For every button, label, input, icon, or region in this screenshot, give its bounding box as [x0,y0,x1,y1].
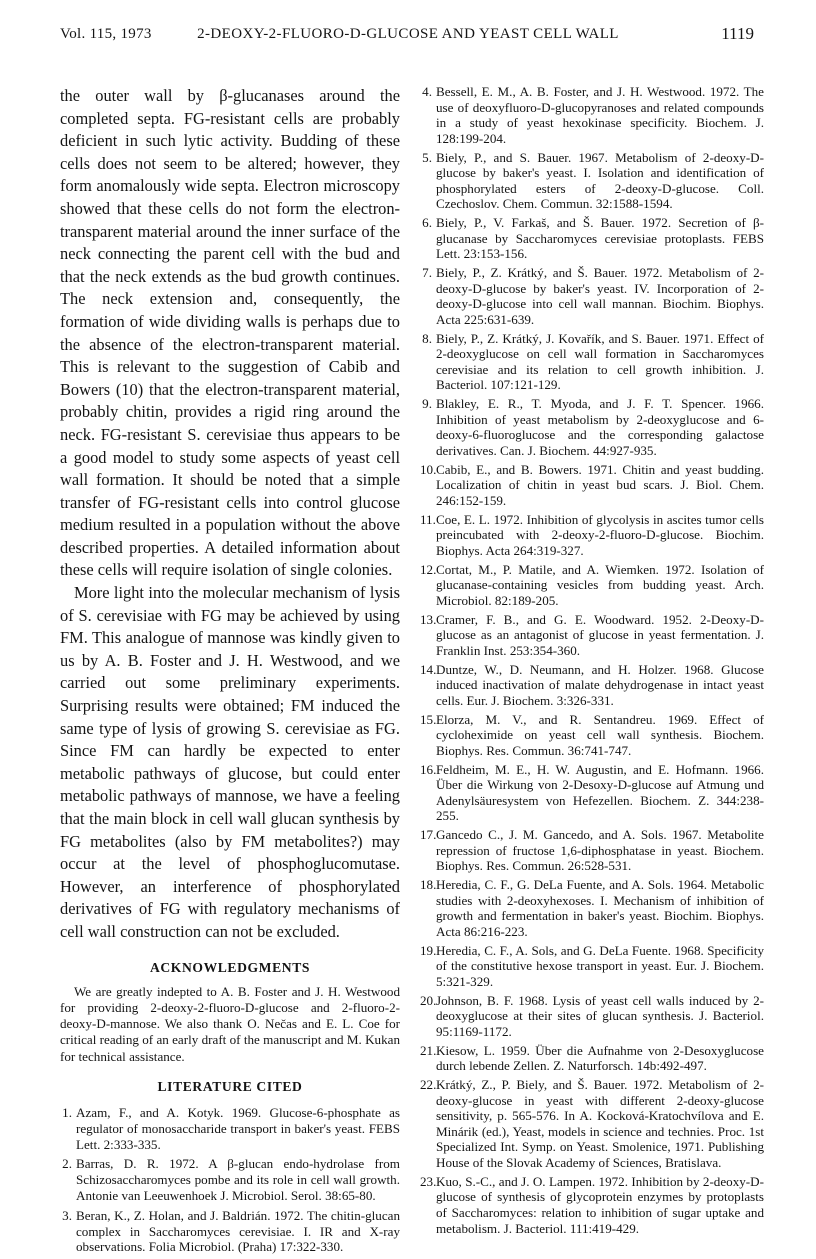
reference-item [420,612,764,659]
reference-item [60,1208,400,1255]
reference-text: Krátký, Z., P. Biely, and Š. Bauer. 1972. Metabolism of 2-deoxy-glucose in yeast with different 2-deoxy-glucose sensitivity, p. 565-576. In A. Kocková-Kratochvílova and E. Minárik (ed.), Yeast, models in science and technies. Proc. 1st Specialized Int. Symp. on Yeast. Smolenice, 1971. Publishing House of the Slovak Academy of Sciences, Bratislava. [436,1077,764,1170]
reference-number: 2. [62,1156,72,1172]
reference-number: 22. [420,1077,437,1092]
page-number: 1119 [721,24,754,43]
reference-item [420,877,764,939]
reference-number: 4. [422,84,432,99]
reference-list-right [420,84,764,1236]
reference-number: 11. [420,511,436,527]
reference-text: Biely, P., Z. Krátký, J. Kovařík, and S. Bauer. 1971. Effect of 2-deoxyglucose on cell wall formation in Saccharomyces cerevisiae and its relation to cell growth inhibition. J. Bacteriol. 107:121-129. [436,330,764,393]
reference-text: Azam, F., and A. Kotyk. 1969. Glucose-6-phosphate as regulator of monosaccharide transport in baker's yeast. FEBS Lett. 2:333-335. [76,1105,400,1152]
reference-item [420,1077,764,1171]
reference-number: 14. [420,661,437,677]
reference-item [420,84,764,146]
reference-text: Heredia, C. F., A. Sols, and G. DeLa Fuente. 1968. Specificity of the constitutive hexose transport in yeast. Eur. J. Biochem. 5:321-329. [436,942,764,989]
reference-number: 15. [420,711,437,727]
reference-number: 1. [62,1105,72,1121]
reference-text: Heredia, C. F., G. DeLa Fuente, and A. Sols. 1964. Metabolic studies with 2-deoxyhexoses. I. Mechanism of inhibition of growth and fermentation in baker's yeast. Biochim. Biophys. Acta 86:216-223. [436,877,764,939]
reference-text: Kuo, S.-C., and J. O. Lampen. 1972. Inhibition by 2-deoxy-D-glucose of synthesis of glycoprotein enzymes by protoplasts of Saccharomyces: relation to inhibition of sugar uptake and metabolism. J. Bacteriol. 111:419-429. [436,1173,764,1236]
literature-cited-heading: LITERATURE CITED [157,1079,303,1095]
reference-text: Cortat, M., P. Matile, and A. Wiemken. 1972. Isolation of glucanase-containing vesicles from budding yeast. Arch. Microbiol. 82:189-205. [436,561,764,608]
reference-item [420,396,764,458]
reference-text: Bessell, E. M., A. B. Foster, and J. H. Westwood. 1972. The use of deoxyfluoro-D-glucopyranoses and related compounds in a study of yeast hexokinase specificity. Biochem. J. 128:199-204. [436,84,764,146]
reference-number: 23. [420,1173,437,1189]
body-paragraph-2: More light into the molecular mechanism of lysis of S. cerevisiae with FG may be achieved by using FM. This analogue of mannose was kindly given to us by A. B. Foster and J. H. Westwood, and we carried out some preliminary experiments. Surprising results were obtained; FM induced the same type of lysis of growing S. cerevisiae as FG. Since FM can hardly be expected to enter metabolic pathways of glucose, but could enter metabolic pathways of mannose, we have a feeling that the main block in cell wall glucan synthesis by FG metabolites (also by FM metabolites?) may occur at the level of phosphoglucomutase. However, an interference of phosphorylated derivatives of FG with regulatory mechanisms of cell wall construction can not be excluded. [60,583,400,941]
reference-text: Biely, P., and S. Bauer. 1967. Metabolism of 2-deoxy-D-glucose by baker's yeast. I. Isolation and identification of phosphorylated esters of 2-deoxy-D-glucose. Coll. Czechoslov. Chem. Commun. 32:1588-1594. [436,149,764,212]
reference-item [60,1156,400,1203]
reference-text: Beran, K., Z. Holan, and J. Baldrián. 1972. The chitin-glucan complex in Saccharomyces cerevisiae. I. IR and X-ray observations. Folia Microbiol. (Praha) 17:322-330. [76,1207,400,1255]
reference-item [420,462,764,509]
reference-item [420,712,764,759]
reference-item [420,993,764,1040]
reference-number: 20. [420,992,437,1008]
reference-number: 17. [420,827,437,843]
reference-number: 10. [420,461,437,477]
volume-label: Vol. 115, 1973 [60,26,152,42]
reference-number: 9. [422,396,432,412]
reference-item [420,512,764,559]
right-column [420,84,764,1239]
running-header [0,0,816,60]
reference-item [420,662,764,709]
reference-item [420,827,764,874]
reference-item [420,943,764,990]
reference-number: 5. [422,149,432,165]
reference-number: 21. [420,1042,437,1058]
reference-item [420,150,764,212]
reference-number: 19. [420,942,437,958]
reference-text: Blakley, E. R., T. Myoda, and J. F. T. Spencer. 1966. Inhibition of yeast metabolism by 2-deoxyglucose and 6-deoxy-6-fluoroglucose and the corresponding galactose derivatives. Can. J. Biochem. 44:927-935. [436,396,764,458]
reference-text: Biely, P., Z. Krátký, and Š. Bauer. 1972. Metabolism of 2-deoxy-D-glucose by baker's yeast. IV. Incorporation of 2-deoxy-D-glucose into cell wall mannan. Biochim. Biophys. Acta 225:631-639. [436,265,764,327]
body-paragraph-1: the outer wall by β-glucanases around the completed septa. FG-resistant cells are probably deficient in such lytic activity. Budding of these cells does not seem to be altered; however, they form anomalously wide septa. Electron microscopy showed that these cells do not form the electron-transparent material around the inner surface of the neck connecting the parent cell with the bud and that the neck extends as the bud growth continues. The neck extension and, consequently, the formation of wide dividing walls is perhaps due to the absence of the electron-transparent material. This is relevant to the suggestion of Cabib and Bowers (10) that the electron-transparent material, probably chitin, provides a rigid ring around the neck. FG-resistant S. cerevisiae thus appears to be a good model to study some aspects of yeast cell wall formation. It should be noted that a simple transfer of FG-resistant cells into control glucose medium resulted in a population without the above described properties. A detailed information about these cells will require isolation of single colonies. [60,86,400,580]
reference-item [420,1174,764,1236]
acknowledgments-heading: ACKNOWLEDGMENTS [149,959,311,975]
reference-number: 7. [422,265,432,281]
reference-number: 13. [420,611,437,627]
reference-number: 18. [420,877,437,893]
reference-text: Gancedo C., J. M. Gancedo, and A. Sols. 1967. Metabolite repression of fructose 1,6-diphosphatase in yeast. Biochem. Biophys. Res. Commun. 26:528-531. [436,827,764,874]
reference-item [420,331,764,393]
reference-text: Johnson, B. F. 1968. Lysis of yeast cell walls induced by 2-deoxyglucose at their sites of glucan synthesis. J. Bacteriol. 95:1169-1172. [436,992,764,1039]
reference-text: Duntze, W., D. Neumann, and H. Holzer. 1968. Glucose induced inactivation of malate dehydrogenase in intact yeast cells. Eur. J. Biochem. 3:326-331. [436,661,764,708]
reference-text: Biely, P., V. Farkaš, and Š. Bauer. 1972. Secretion of β-glucanase by Saccharomyces cerevisiae protoplasts. FEBS Lett. 23:153-156. [436,215,764,262]
reference-item [420,562,764,609]
reference-number: 16. [420,761,437,777]
reference-text: Cabib, E., and B. Bowers. 1971. Chitin and yeast budding. Localization of chitin in yeast bud scars. J. Biol. Chem. 246:152-159. [436,461,764,508]
reference-text: Cramer, F. B., and G. E. Woodward. 1952. 2-Deoxy-D-glucose as an antagonist of glucose in yeast fermentation. J. Franklin Inst. 253:354-360. [436,611,764,658]
reference-item [420,762,764,824]
reference-item [420,215,764,262]
reference-text: Kiesow, L. 1959. Über die Aufnahme von 2-Desoxyglucose durch lebende Zellen. Z. Naturforsch. 14b:492-497. [436,1042,764,1074]
reference-number: 8. [422,330,432,346]
reference-item [420,265,764,327]
reference-item [60,1105,400,1152]
reference-text: Barras, D. R. 1972. A β-glucan endo-hydrolase from Schizosaccharomyces pombe and its role in cell wall growth. Antonie van Leeuwenhoek J. Microbiol. Serol. 38:65-80. [76,1156,400,1204]
reference-list-left [60,1105,400,1255]
reference-text: Elorza, M. V., and R. Sentandreu. 1969. Effect of cycloheximide on yeast cell wall synthesis. Biochem. Biophys. Res. Commun. 36:741-747. [436,711,764,758]
reference-item [420,1043,764,1074]
reference-number: 6. [422,215,432,231]
reference-number: 3. [62,1207,72,1223]
running-title: 2-DEOXY-2-FLUORO-D-GLUCOSE AND YEAST CELL WALL [197,26,619,42]
reference-text: Feldheim, M. E., H. W. Augustin, and E. Hofmann. 1966. Über die Wirkung von 2-Desoxy-D-glucose auf Atmung und Adenylsäuresystem von Hefezellen. Biochem. Z. 344:238-255. [436,761,764,824]
left-column [60,85,400,1259]
reference-text: Coe, E. L. 1972. Inhibition of glycolysis in ascites tumor cells preincubated with 2-deoxy-2-fluoro-D-glucose. Biochim. Biophys. Acta 264:319-327. [436,511,764,558]
acknowledgments-text: We are greatly indepted to A. B. Foster and J. H. Westwood for providing 2-deoxy-2-fluoro-D-glucose and 2-fluoro-2-deoxy-D-mannose. We also thank O. Nečas and E. L. Coe for critical reading of an early draft of the manuscript and M. Kukan for technical assistance. [60,983,400,1064]
reference-number: 12. [420,561,437,577]
